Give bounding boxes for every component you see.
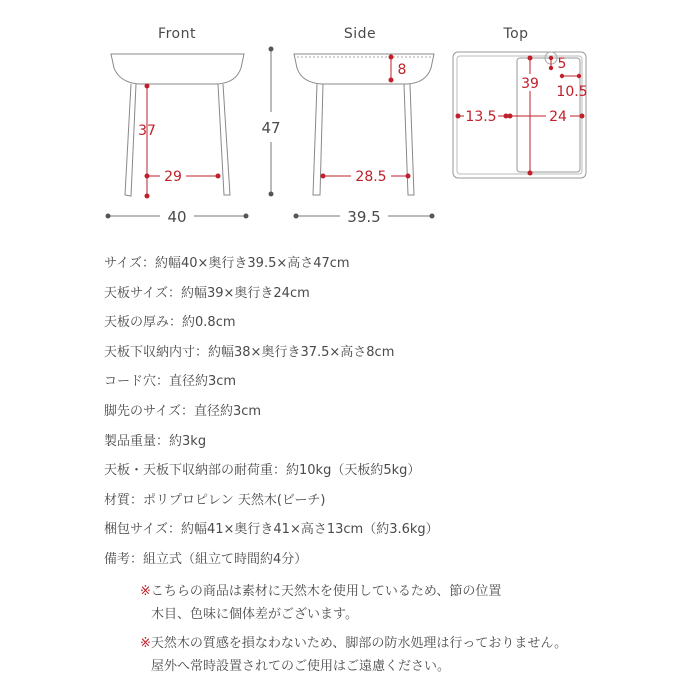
spec-row xyxy=(104,491,684,521)
spec-label: 天板下収納内寸： xyxy=(104,344,209,360)
side-left-leg xyxy=(313,84,323,195)
note-line: 木目、色味に個体差がございます。 xyxy=(151,607,358,622)
top-39-label: 39 xyxy=(521,76,539,92)
front-height-dot-top xyxy=(145,84,150,89)
spec-value: ポリプロピレン 天然木(ビーチ) xyxy=(143,492,326,508)
side-width-label: 39.5 xyxy=(347,208,381,226)
top-39-dot-top xyxy=(528,56,533,61)
front-title: Front xyxy=(158,26,196,42)
note-care-natural-wood xyxy=(140,580,680,626)
side-view xyxy=(294,26,435,226)
top-5-dot-bottom xyxy=(549,66,553,70)
spec-value: 組立式（組立て時間約4分） xyxy=(143,551,308,567)
front-inner-width-dot-left xyxy=(145,174,150,179)
spec-row xyxy=(104,313,684,343)
spec-value: 約幅41×奥行き41×高さ13cm（約3.6kg） xyxy=(180,522,439,538)
side-drawer-depth-dot-bottom xyxy=(389,78,394,83)
spec-value: 約10kg（天板約5kg） xyxy=(286,463,421,479)
front-height-dot-bottom xyxy=(145,194,150,199)
spec-label: 材質： xyxy=(104,492,144,508)
spec-list xyxy=(104,254,684,580)
spec-value: 約幅38×奥行き37.5×高さ8cm xyxy=(208,344,395,360)
spec-value: 約幅40×奥行き39.5×高さ47cm xyxy=(154,256,350,271)
top-10-5-dot-right xyxy=(577,74,581,78)
front-width-dot-right xyxy=(244,214,249,219)
spec-row xyxy=(104,343,684,373)
side-inner-width-label: 28.5 xyxy=(355,169,387,185)
front-tabletop xyxy=(111,54,244,84)
front-inner-width-dot-right xyxy=(216,174,221,179)
top-title: Top xyxy=(503,26,529,42)
spec-value: 約0.8cm xyxy=(182,315,236,331)
spec-row xyxy=(104,402,684,432)
spec-label: コード穴： xyxy=(104,374,170,390)
overall-height-dot-bottom xyxy=(269,192,274,197)
spec-label: サイズ： xyxy=(104,256,155,271)
spec-row xyxy=(104,550,684,580)
top-13-5-label: 13.5 xyxy=(465,109,497,125)
side-inner-width-dot-left xyxy=(321,174,326,179)
top-24-dot-left xyxy=(508,114,513,119)
note-text: こちらの商品は素材に天然木を使用しているため、節の位置 xyxy=(150,584,502,599)
side-width-dot-left xyxy=(294,214,299,219)
spec-row xyxy=(104,520,684,550)
front-height-label: 37 xyxy=(138,123,156,139)
spec-label: 備考： xyxy=(104,551,144,567)
front-width-label: 40 xyxy=(167,208,187,226)
front-right-leg xyxy=(218,84,230,195)
top-5-label: 5 xyxy=(557,56,567,72)
top-24-label: 24 xyxy=(549,109,567,125)
spec-label: 製品重量： xyxy=(104,433,170,449)
front-left-leg xyxy=(125,84,136,196)
note-line xyxy=(140,580,680,603)
spec-row xyxy=(104,432,684,462)
note-mark: ※ xyxy=(140,584,151,599)
top-view xyxy=(453,26,588,178)
spec-label: 天板の厚み： xyxy=(104,315,183,331)
side-drawer-depth-label: 8 xyxy=(397,62,407,78)
top-24-dot-right xyxy=(580,114,585,119)
spec-label: 脚先のサイズ： xyxy=(104,403,194,419)
notes xyxy=(140,580,680,684)
spec-value: 直径約3cm xyxy=(169,374,237,390)
top-13-5-dot-left xyxy=(456,114,461,119)
spec-row xyxy=(104,254,684,284)
side-width-dot-right xyxy=(430,214,435,219)
spec-value: 約3kg xyxy=(169,433,207,449)
spec-value: 直径約3cm xyxy=(193,403,262,419)
spec-row xyxy=(104,461,684,491)
note-line xyxy=(140,632,680,655)
front-view xyxy=(106,26,249,226)
side-tabletop xyxy=(294,54,434,84)
note-waterproofing xyxy=(140,632,680,678)
top-10-5-dot-left xyxy=(560,74,564,78)
spec-value: 約幅39×奥行き24cm xyxy=(180,285,310,301)
spec-label: 天板サイズ： xyxy=(104,285,181,301)
side-inner-width-dot-right xyxy=(406,174,411,179)
side-title: Side xyxy=(343,26,377,42)
dimension-diagram xyxy=(0,0,700,240)
note-mark: ※ xyxy=(140,636,151,651)
overall-height-label: 47 xyxy=(261,119,281,137)
front-inner-width-label: 29 xyxy=(164,169,182,185)
front-width-dot-left xyxy=(106,214,111,219)
top-5-dot-top xyxy=(549,56,553,60)
note-text: 天然木の質感を損なわないため、脚部の防水処理は行っておりません。 xyxy=(150,636,568,651)
spec-row xyxy=(104,284,684,314)
spec-row xyxy=(104,372,684,402)
side-drawer-depth-dot-top xyxy=(389,55,394,60)
top-10-5-label: 10.5 xyxy=(556,84,588,100)
note-line: 屋外へ常時設置されてのご使用はご遠慮ください。 xyxy=(151,659,451,674)
spec-label: 梱包サイズ： xyxy=(104,522,181,538)
overall-height-dot-top xyxy=(269,47,274,52)
side-right-leg xyxy=(404,84,414,195)
spec-label: 天板・天板下収納部の耐荷重： xyxy=(104,463,287,479)
overall-height-dimension xyxy=(261,47,280,197)
top-39-dot-bottom xyxy=(528,171,533,176)
